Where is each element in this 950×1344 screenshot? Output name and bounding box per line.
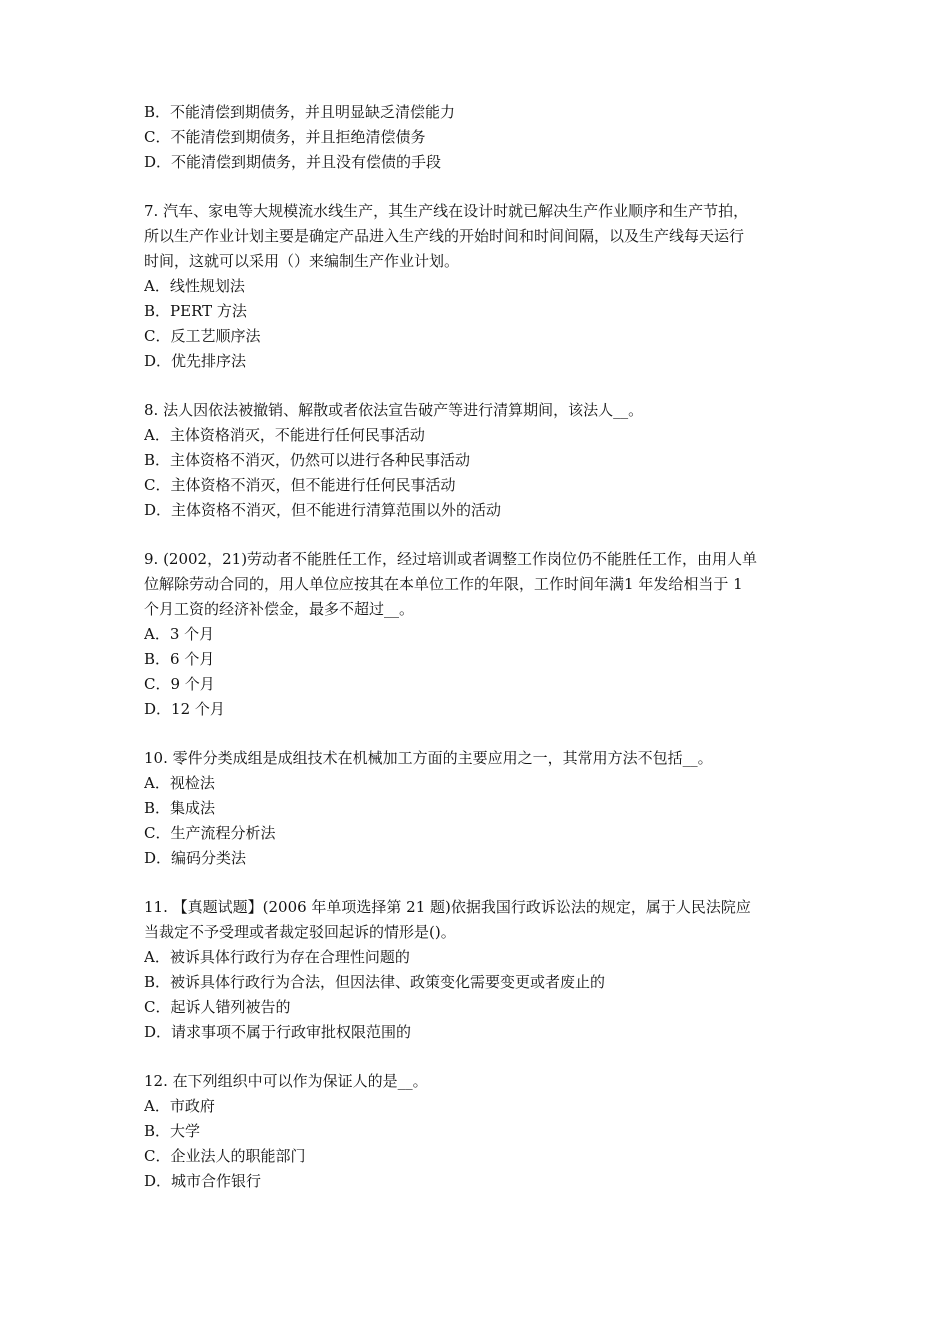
option-c: C．企业法人的职能部门: [144, 1147, 306, 1165]
question-stem-line: 9. (2002，21)劳动者不能胜任工作，经过培训或者调整工作岗位仍不能胜任工作，由用人单: [144, 550, 758, 568]
option-d: D．优先排序法: [144, 352, 247, 370]
question-8: [144, 398, 814, 523]
question-9: [144, 547, 814, 722]
question-stem-line: 当裁定不予受理或者裁定驳回起诉的情形是()。: [144, 923, 456, 941]
option-b: B．被诉具体行政行为合法，但因法律、政策变化需要变更或者废止的: [144, 973, 606, 991]
option-c: C．起诉人错列被告的: [144, 998, 291, 1016]
document-content: [144, 100, 814, 1194]
option-a: A．3 个月: [144, 625, 215, 643]
option-d: D．编码分类法: [144, 849, 247, 867]
question-stem-line: 7. 汽车、家电等大规模流水线生产，其生产线在设计时就已解决生产作业顺序和生产节拍，: [144, 202, 749, 220]
option-a: A．线性规划法: [144, 277, 245, 295]
question-stem-line: 位解除劳动合同的，用人单位应按其在本单位工作的年限，工作时间年满1 年发给相当于 1: [144, 575, 743, 593]
option-b: B．6 个月: [144, 650, 215, 668]
question-12: [144, 1069, 814, 1194]
question-stem-line: 12. 在下列组织中可以作为保证人的是__。: [144, 1072, 428, 1090]
option-d: D．城市合作银行: [144, 1172, 262, 1190]
question-stem-line: 8. 法人因依法被撤销、解散或者依法宣告破产等进行清算期间，该法人__。: [144, 401, 644, 419]
question-stem-line: 个月工资的经济补偿金，最多不超过__。: [144, 600, 415, 618]
option-b: B．大学: [144, 1122, 201, 1140]
question-6-tail: [144, 100, 814, 175]
question-7: [144, 199, 814, 374]
option-d: D．12 个月: [144, 700, 225, 718]
option-d: D．不能清偿到期债务，并且没有偿债的手段: [144, 153, 442, 171]
option-a: A．市政府: [144, 1097, 215, 1115]
option-a: A．被诉具体行政行为存在合理性问题的: [144, 948, 410, 966]
option-c: C．9 个月: [144, 675, 215, 693]
option-a: A．主体资格消灭，不能进行任何民事活动: [144, 426, 425, 444]
option-c: C．不能清偿到期债务，并且拒绝清偿债务: [144, 128, 426, 146]
option-d: D．请求事项不属于行政审批权限范围的: [144, 1023, 412, 1041]
question-10: [144, 746, 814, 871]
question-stem-line: 时间，这就可以采用（）来编制生产作业计划。: [144, 252, 460, 270]
option-d: D．主体资格不消灭，但不能进行清算范围以外的活动: [144, 501, 502, 519]
option-b: B．不能清偿到期债务，并且明显缺乏清偿能力: [144, 103, 456, 121]
option-c: C．主体资格不消灭，但不能进行任何民事活动: [144, 476, 456, 494]
option-b: B．主体资格不消灭，仍然可以进行各种民事活动: [144, 451, 471, 469]
option-c: C．反工艺顺序法: [144, 327, 261, 345]
question-stem-line: 所以生产作业计划主要是确定产品进入生产线的开始时间和时间间隔，以及生产线每天运行: [144, 227, 745, 245]
option-c: C．生产流程分析法: [144, 824, 276, 842]
option-b: B．PERT 方法: [144, 302, 247, 320]
option-a: A．视检法: [144, 774, 215, 792]
question-stem-line: 11. 【真题试题】(2006 年单项选择第 21 题)依据我国行政诉讼法的规定，属于人民法院应: [144, 898, 751, 916]
question-11: [144, 895, 814, 1045]
option-b: B．集成法: [144, 799, 216, 817]
question-stem-line: 10. 零件分类成组是成组技术在机械加工方面的主要应用之一，其常用方法不包括__。: [144, 749, 713, 767]
